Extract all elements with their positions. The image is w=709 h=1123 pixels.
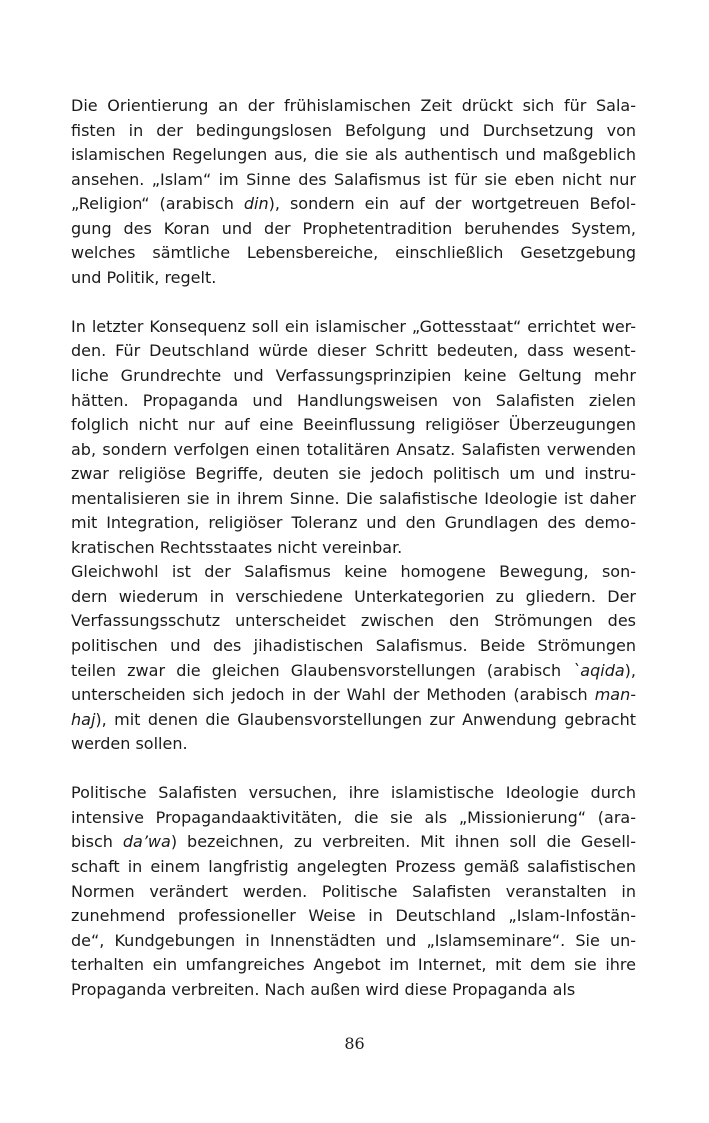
paragraph-3 — [71, 560, 636, 756]
text-line: Die Orientierung an der frühislamischen Zeit drückt sich für Sala- — [71, 96, 636, 115]
paragraph-spacer — [71, 290, 636, 315]
paragraph-2 — [71, 315, 636, 560]
text-line: islamischen Regelungen aus, die sie als authentisch und maßgeblich — [71, 145, 636, 165]
text-line: liche Grundrechte und Verfassungsprinzipien keine Geltung mehr — [71, 366, 636, 386]
text-line: „Religion“ (arabisch din), sondern ein auf der wortgetreuen Befol- — [71, 194, 636, 214]
text-line: Politische Salafisten versuchen, ihre islamistische Ideologie durch — [71, 783, 636, 803]
text-line: Gleichwohl ist der Salafismus keine homogene Bewegung, son- — [71, 562, 636, 582]
text-line: intensive Propagandaaktivitäten, die sie als „Missionierung“ (ara- — [71, 807, 636, 827]
text-line: haj), mit denen die Glaubensvorstellungen zur Anwendung gebracht — [71, 709, 636, 729]
text-line: dern wiederum in verschiedene Unterkategorien zu gliedern. Der — [71, 586, 636, 606]
text-line: Verfassungsschutz unterscheidet zwischen den Strömungen des — [71, 611, 636, 631]
text-line: zunehmend professioneller Weise in Deutschland „Islam-Infostän- — [71, 906, 636, 926]
text-line: ansehen. „Islam“ im Sinne des Salafismus ist für sie eben nicht nur — [71, 169, 636, 189]
text-line: hätten. Propaganda und Handlungsweisen von Salafisten zielen — [71, 390, 636, 410]
text-line: politischen und des jihadistischen Salafismus. Beide Strömungen — [71, 636, 636, 656]
text-line: mentalisieren sie in ihrem Sinne. Die salafistische Ideologie ist daher — [71, 488, 636, 508]
text-line: werden sollen. — [71, 734, 188, 754]
text-line: de“, Kundgebungen in Innenstädten und „Islamseminare“. Sie un- — [71, 930, 636, 950]
text-line: den. Für Deutschland würde dieser Schritt bedeuten, dass wesent- — [71, 341, 636, 361]
text-line: teilen zwar die gleichen Glaubensvorstellungen (arabisch `aqida), — [71, 660, 636, 680]
text-line: terhalten ein umfangreiches Angebot im Internet, mit dem sie ihre — [71, 955, 636, 975]
page-number: 86 — [344, 1034, 365, 1053]
text-line: unterscheiden sich jedoch in der Wahl der Methoden (arabisch man- — [71, 685, 636, 705]
text-line: welches sämtliche Lebensbereiche, einschließlich Gesetzgebung — [71, 243, 636, 263]
text-line: Normen verändert werden. Politische Salafisten veranstalten in — [71, 881, 636, 901]
page-body — [71, 94, 636, 1002]
text-line: fisten in der bedingungslosen Befolgung und Durchsetzung von — [71, 120, 636, 140]
paragraph-4 — [71, 781, 636, 1002]
paragraph-spacer — [71, 757, 636, 782]
text-line: Propaganda verbreiten. Nach außen wird diese Propaganda als — [71, 979, 576, 999]
text-line: bisch da’wa) bezeichnen, zu verbreiten. Mit ihnen soll die Gesell- — [71, 832, 636, 852]
text-line: In letzter Konsequenz soll ein islamischer „Gottesstaat“ errichtet wer- — [71, 316, 636, 336]
text-line: zwar religiöse Begriffe, deuten sie jedoch politisch um und instru- — [71, 464, 636, 484]
text-line: mit Integration, religiöser Toleranz und den Grundlagen des demo- — [71, 513, 636, 533]
text-line: gung des Koran und der Prophetentradition beruhendes System, — [71, 218, 636, 238]
text-line: kratischen Rechtsstaates nicht vereinbar. — [71, 537, 403, 557]
text-line: schaft in einem langfristig angelegten Prozess gemäß salafistischen — [71, 856, 636, 876]
text-line: folglich nicht nur auf eine Beeinflussung religiöser Überzeugungen — [71, 415, 636, 435]
text-line: und Politik, regelt. — [71, 267, 217, 287]
text-line: ab, sondern verfolgen einen totalitären Ansatz. Salafisten verwenden — [71, 439, 636, 459]
paragraph-1 — [71, 94, 636, 290]
